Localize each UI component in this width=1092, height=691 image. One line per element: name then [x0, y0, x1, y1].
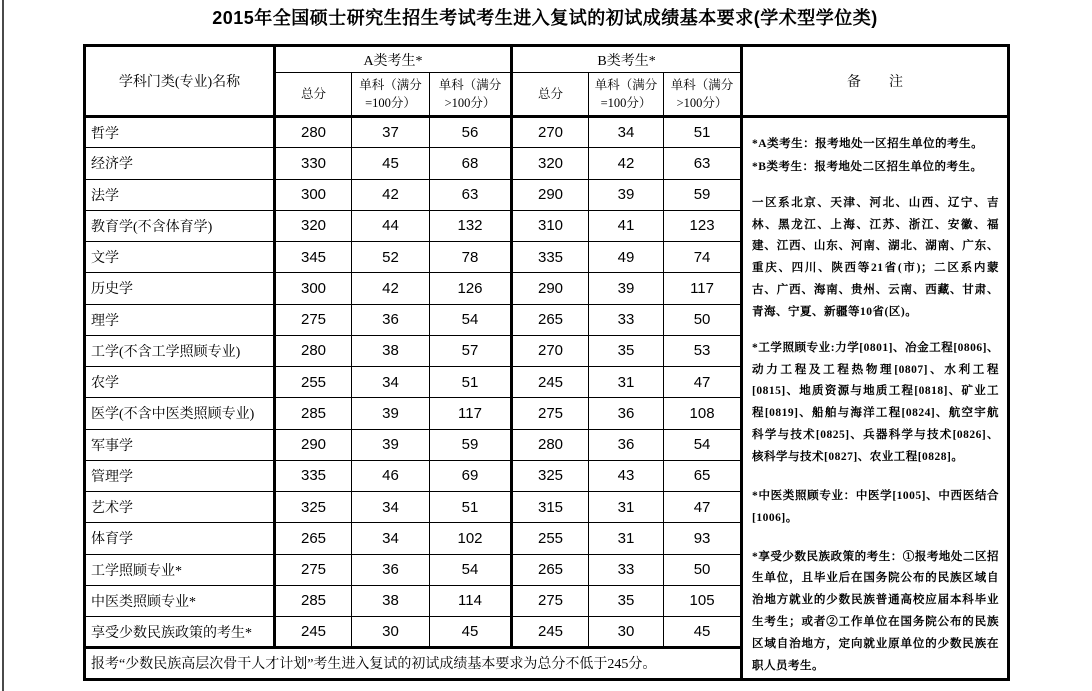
score-cell-b-single-eq100: 31: [589, 523, 664, 554]
header-group-b: B类考生*: [512, 46, 742, 73]
header-b-single-eq100: 单科（满分=100分）: [589, 73, 664, 117]
score-cell-b-total: 245: [512, 617, 589, 648]
subject-cell: 法学: [85, 179, 275, 210]
header-group-row: [85, 46, 1009, 73]
subject-cell: 哲学: [85, 117, 275, 148]
score-cell-a-single-gt100: 54: [430, 304, 512, 335]
table-header: [85, 46, 1009, 117]
score-cell-a-total: 300: [275, 179, 352, 210]
score-cell-b-single-eq100: 35: [589, 335, 664, 366]
score-cell-b-total: 325: [512, 460, 589, 491]
score-cell-a-total: 320: [275, 210, 352, 241]
score-cell-a-single-gt100: 132: [430, 210, 512, 241]
score-cell-a-total: 265: [275, 523, 352, 554]
score-cell-b-single-eq100: 30: [589, 617, 664, 648]
score-cell-b-single-gt100: 123: [664, 210, 742, 241]
score-cell-b-total: 290: [512, 273, 589, 304]
remarks-cell: [742, 117, 1009, 680]
score-cell-a-single-gt100: 68: [430, 148, 512, 179]
subject-cell: 享受少数民族政策的考生*: [85, 617, 275, 648]
header-group-a: A类考生*: [275, 46, 512, 73]
score-cell-b-total: 275: [512, 585, 589, 616]
score-cell-b-total: 280: [512, 429, 589, 460]
remark-paragraph: *B类考生：报考地处二区招生单位的考生。: [752, 160, 983, 173]
score-cell-b-total: 270: [512, 117, 589, 148]
score-cell-b-total: 275: [512, 398, 589, 429]
score-cell-a-single-eq100: 34: [352, 492, 430, 523]
table-body: [85, 117, 1009, 680]
score-cell-a-single-eq100: 36: [352, 304, 430, 335]
score-cell-a-total: 330: [275, 148, 352, 179]
score-cell-b-single-gt100: 45: [664, 617, 742, 648]
score-cell-a-single-eq100: 34: [352, 367, 430, 398]
score-cell-a-single-eq100: 38: [352, 585, 430, 616]
score-cell-b-single-gt100: 105: [664, 585, 742, 616]
score-cell-b-single-eq100: 41: [589, 210, 664, 241]
header-b-total: 总分: [512, 73, 589, 117]
score-cell-b-single-gt100: 54: [664, 429, 742, 460]
score-cell-a-single-gt100: 69: [430, 460, 512, 491]
subject-cell: 工学照顾专业*: [85, 554, 275, 585]
score-cell-a-single-eq100: 37: [352, 117, 430, 148]
score-cell-b-total: 290: [512, 179, 589, 210]
subject-cell: 管理学: [85, 460, 275, 491]
score-cell-a-single-eq100: 52: [352, 242, 430, 273]
score-cell-b-single-gt100: 65: [664, 460, 742, 491]
score-cell-a-total: 290: [275, 429, 352, 460]
subject-cell: 教育学(不含体育学): [85, 210, 275, 241]
score-cell-a-total: 275: [275, 554, 352, 585]
score-cell-b-single-eq100: 33: [589, 304, 664, 335]
score-cell-b-single-eq100: 33: [589, 554, 664, 585]
table-row: [85, 117, 1009, 148]
score-cell-a-single-eq100: 45: [352, 148, 430, 179]
score-cell-a-single-gt100: 56: [430, 117, 512, 148]
score-cell-b-single-gt100: 63: [664, 148, 742, 179]
score-cell-b-single-gt100: 59: [664, 179, 742, 210]
subject-cell: 中医类照顾专业*: [85, 585, 275, 616]
subject-cell: 军事学: [85, 429, 275, 460]
score-cell-a-single-gt100: 117: [430, 398, 512, 429]
score-cell-a-total: 345: [275, 242, 352, 273]
header-b-single-gt100: 单科（满分>100分）: [664, 73, 742, 117]
score-cell-a-total: 300: [275, 273, 352, 304]
remark-paragraph: *享受少数民族政策的考生：①报考地处二区招生单位，且毕业后在国务院公布的民族区域自治地方就业的少数民族普通高校应届本科毕业生考生；或者②工作单位在国务院公布的民族区域自治地方，定向就业原单位的少数民族在职人员考生。: [752, 550, 1000, 672]
header-remark: 备 注: [742, 46, 1009, 117]
score-cell-b-single-eq100: 42: [589, 148, 664, 179]
score-cell-a-total: 280: [275, 335, 352, 366]
score-cell-b-single-eq100: 36: [589, 429, 664, 460]
score-cell-b-single-eq100: 39: [589, 273, 664, 304]
score-cell-a-total: 285: [275, 398, 352, 429]
score-cell-a-single-gt100: 57: [430, 335, 512, 366]
subject-cell: 体育学: [85, 523, 275, 554]
score-cell-a-single-eq100: 38: [352, 335, 430, 366]
score-cell-b-single-eq100: 43: [589, 460, 664, 491]
score-cell-b-single-gt100: 117: [664, 273, 742, 304]
score-cell-a-single-eq100: 46: [352, 460, 430, 491]
footer-note: 报考“少数民族高层次骨干人才计划”考生进入复试的初试成绩基本要求为总分不低于245分。: [85, 648, 742, 679]
score-cell-a-single-eq100: 39: [352, 429, 430, 460]
score-cell-b-single-eq100: 34: [589, 117, 664, 148]
score-cell-a-single-eq100: 44: [352, 210, 430, 241]
score-cell-a-total: 335: [275, 460, 352, 491]
score-cell-b-total: 265: [512, 554, 589, 585]
score-cell-a-single-gt100: 102: [430, 523, 512, 554]
score-cell-b-total: 335: [512, 242, 589, 273]
score-cell-b-single-eq100: 35: [589, 585, 664, 616]
score-cell-a-single-eq100: 42: [352, 179, 430, 210]
score-cell-b-total: 265: [512, 304, 589, 335]
score-cell-b-single-gt100: 50: [664, 304, 742, 335]
score-cell-b-single-gt100: 47: [664, 367, 742, 398]
header-a-total: 总分: [275, 73, 352, 117]
score-cell-b-single-gt100: 108: [664, 398, 742, 429]
score-cell-b-single-eq100: 31: [589, 367, 664, 398]
page-edge-line: [2, 0, 4, 691]
header-a-single-gt100: 单科（满分>100分）: [430, 73, 512, 117]
score-cell-a-single-eq100: 39: [352, 398, 430, 429]
score-cell-b-single-gt100: 50: [664, 554, 742, 585]
score-cell-a-total: 275: [275, 304, 352, 335]
score-cell-a-single-eq100: 42: [352, 273, 430, 304]
score-cell-a-single-gt100: 45: [430, 617, 512, 648]
remark-paragraph: *A类考生：报考地处一区招生单位的考生。: [752, 138, 984, 150]
header-a-single-eq100: 单科（满分=100分）: [352, 73, 430, 117]
score-cell-b-total: 255: [512, 523, 589, 554]
score-cell-a-single-eq100: 30: [352, 617, 430, 648]
score-cell-b-single-eq100: 36: [589, 398, 664, 429]
score-cell-a-total: 280: [275, 117, 352, 148]
score-table: [83, 44, 1010, 681]
score-cell-a-single-gt100: 63: [430, 179, 512, 210]
score-cell-b-total: 270: [512, 335, 589, 366]
subject-cell: 农学: [85, 367, 275, 398]
subject-cell: 历史学: [85, 273, 275, 304]
score-cell-a-single-gt100: 51: [430, 492, 512, 523]
remark-paragraph: 一区系北京、天津、河北、山西、辽宁、吉林、黑龙江、上海、江苏、浙江、安徽、福建、江西、山东、河南、湖北、湖南、广东、重庆、四川、陕西等21省(市)；二区系内蒙古、广西、海南、贵州、云南、西藏、甘肃、青海、宁夏、新疆等10省(区)。: [752, 196, 1000, 318]
subject-cell: 经济学: [85, 148, 275, 179]
subject-cell: 理学: [85, 304, 275, 335]
score-cell-b-single-eq100: 31: [589, 492, 664, 523]
score-cell-b-total: 315: [512, 492, 589, 523]
score-cell-b-single-gt100: 74: [664, 242, 742, 273]
score-cell-b-single-gt100: 51: [664, 117, 742, 148]
remark-paragraph: *工学照顾专业:力学[0801]、冶金工程[0806]、动力工程及工程热物理[0807]、水利工程[0815]、地质资源与地质工程[0818]、矿业工程[0819]、船舶与海洋工程[0824]、航空宇航科学与技术[0825]、兵器科学与技术[0826]、核科学与技术[0827]、农业工程[0828]。: [752, 341, 1000, 463]
score-cell-a-single-eq100: 34: [352, 523, 430, 554]
score-cell-a-single-gt100: 51: [430, 367, 512, 398]
score-cell-a-total: 285: [275, 585, 352, 616]
score-cell-b-single-eq100: 39: [589, 179, 664, 210]
score-cell-a-single-gt100: 78: [430, 242, 512, 273]
score-cell-a-total: 245: [275, 617, 352, 648]
subject-cell: 文学: [85, 242, 275, 273]
score-cell-a-single-eq100: 36: [352, 554, 430, 585]
subject-cell: 医学(不含中医类照顾专业): [85, 398, 275, 429]
score-cell-a-total: 325: [275, 492, 352, 523]
remark-paragraph: *中医类照顾专业：中医学[1005]、中西医结合[1006]。: [752, 489, 1000, 524]
subject-cell: 工学(不含工学照顾专业): [85, 335, 275, 366]
score-cell-b-single-eq100: 49: [589, 242, 664, 273]
score-cell-b-total: 245: [512, 367, 589, 398]
score-cell-b-single-gt100: 93: [664, 523, 742, 554]
score-cell-a-single-gt100: 54: [430, 554, 512, 585]
score-cell-b-single-gt100: 47: [664, 492, 742, 523]
subject-cell: 艺术学: [85, 492, 275, 523]
score-cell-b-total: 320: [512, 148, 589, 179]
score-cell-b-total: 310: [512, 210, 589, 241]
page-title: 2015年全国硕士研究生招生考试考生进入复试的初试成绩基本要求(学术型学位类): [212, 8, 878, 28]
score-cell-a-single-gt100: 114: [430, 585, 512, 616]
header-subject-name: 学科门类(专业)名称: [85, 46, 275, 117]
score-cell-a-total: 255: [275, 367, 352, 398]
score-cell-a-single-gt100: 126: [430, 273, 512, 304]
score-cell-b-single-gt100: 53: [664, 335, 742, 366]
score-cell-a-single-gt100: 59: [430, 429, 512, 460]
